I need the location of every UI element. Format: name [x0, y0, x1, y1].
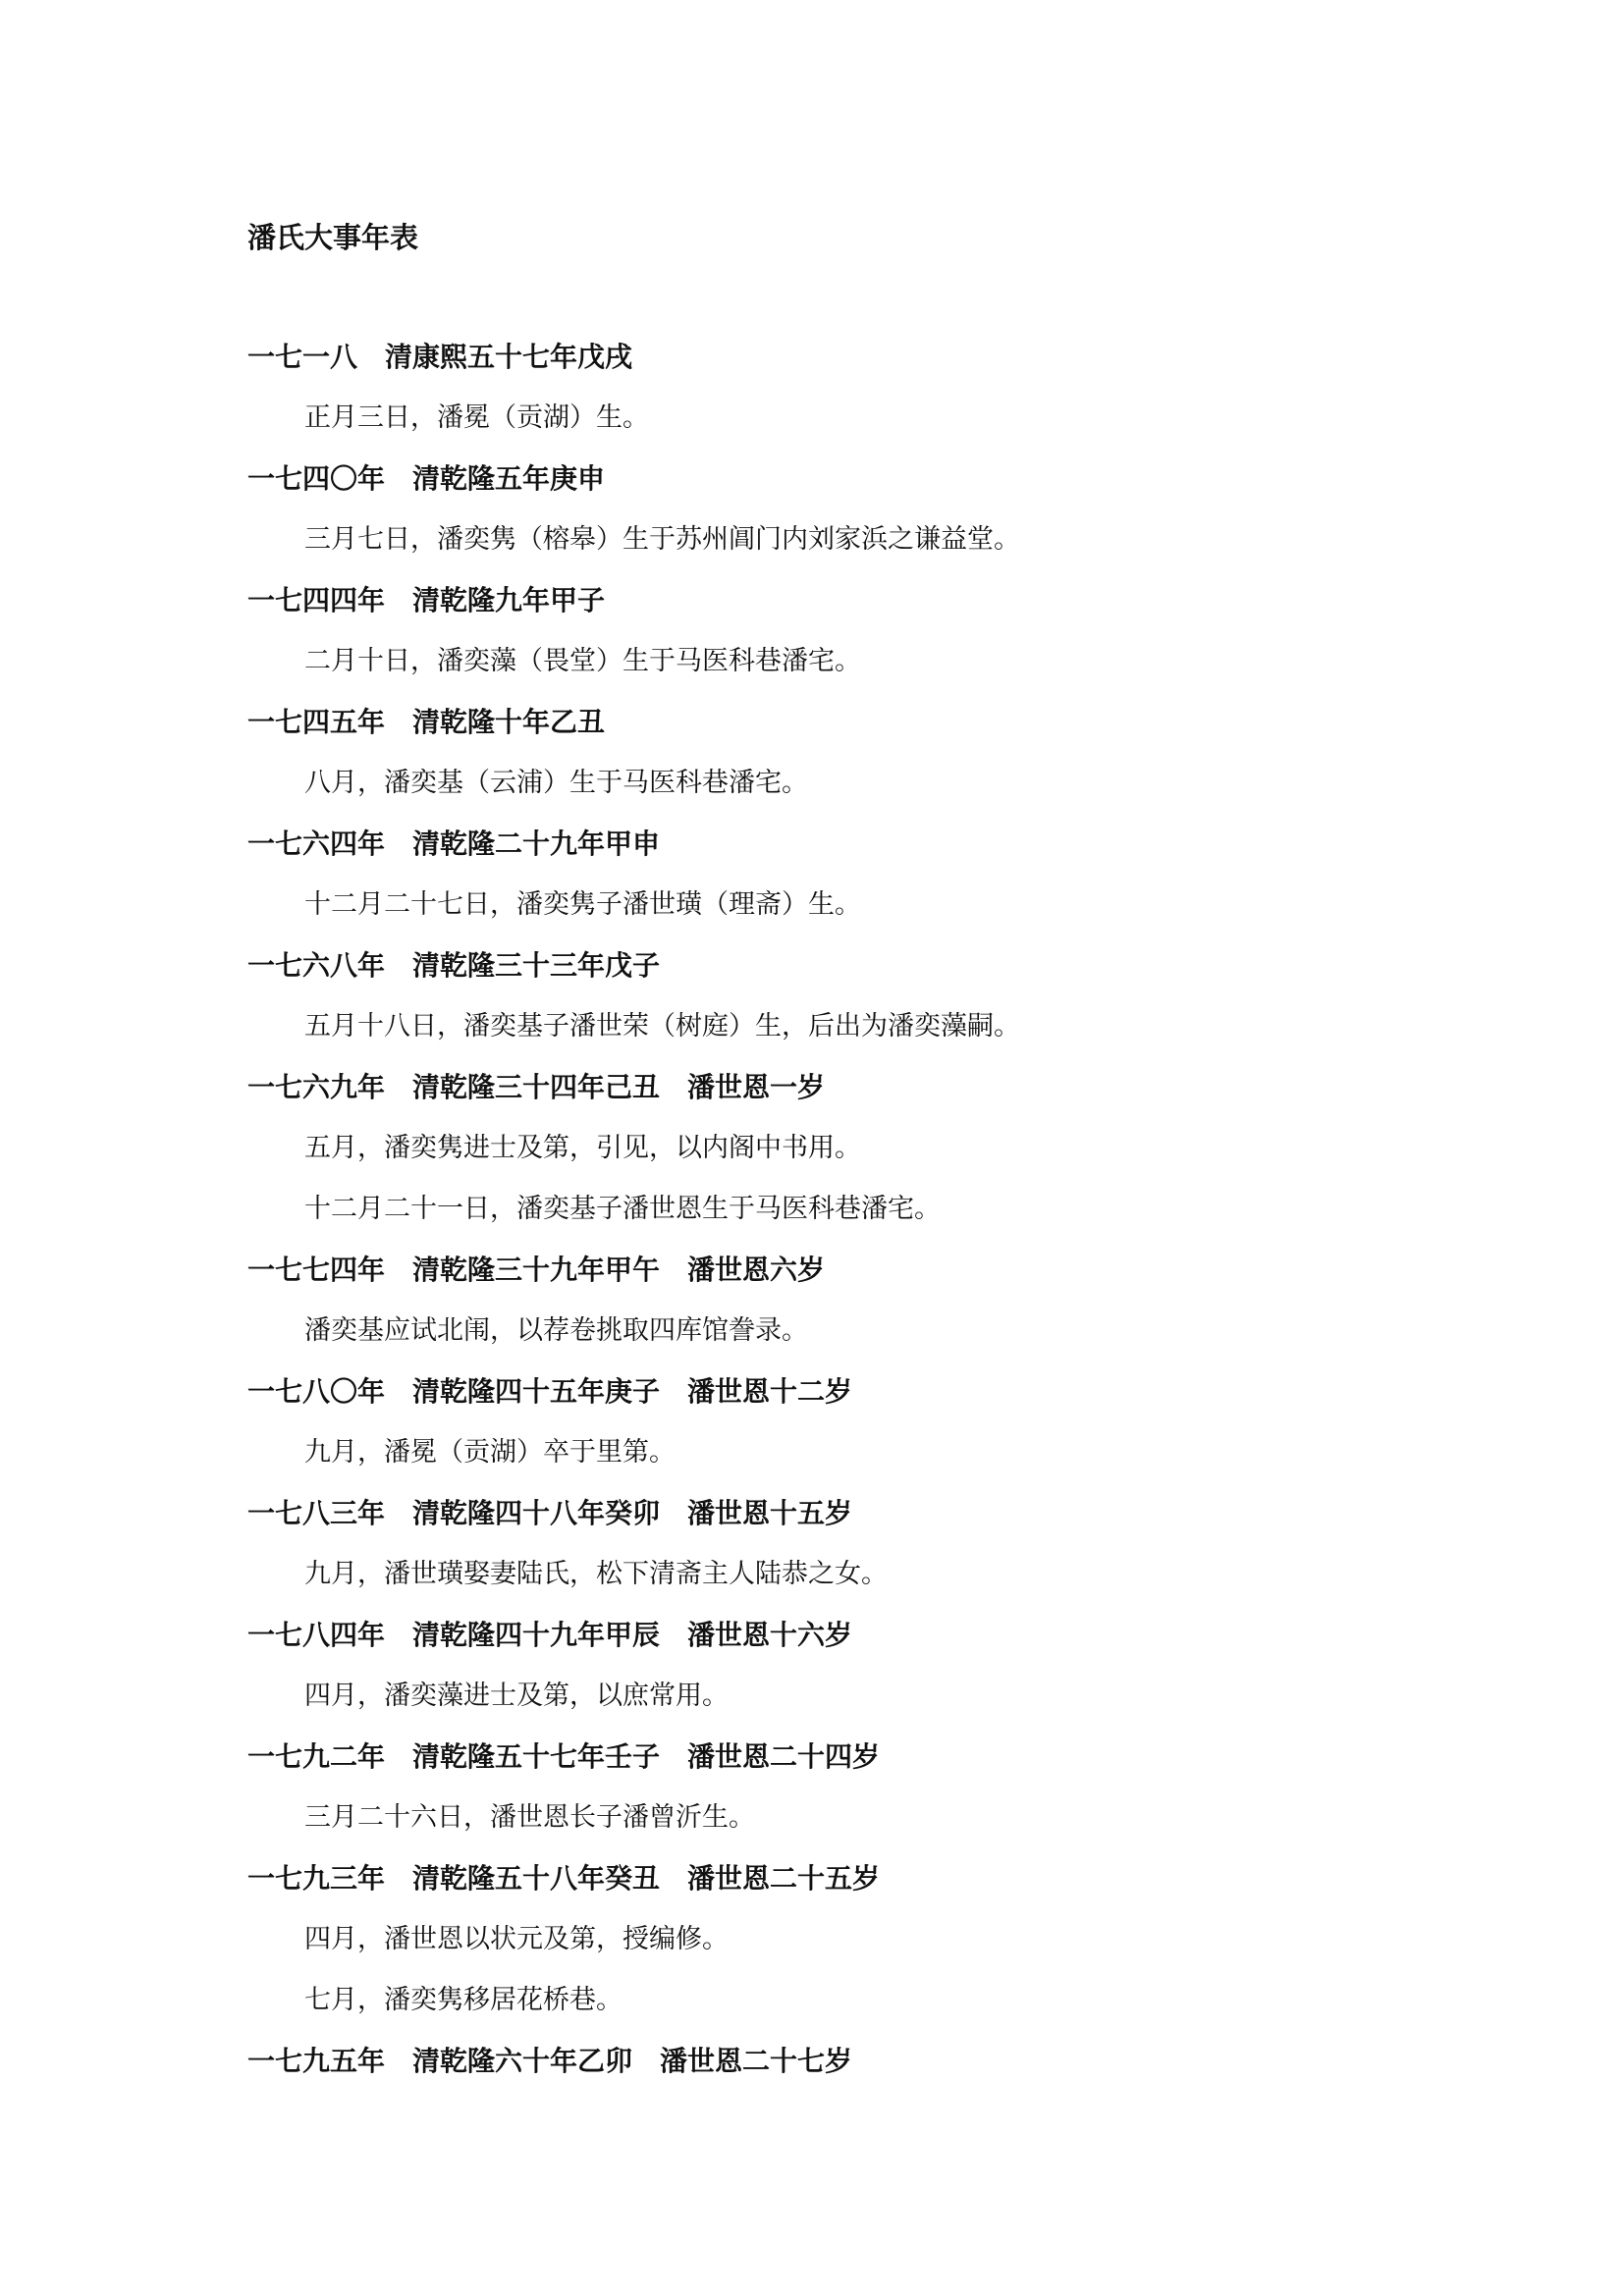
- event-text: 五月十八日，潘奕基子潘世荣（树庭）生，后出为潘奕藻嗣。: [304, 1011, 1020, 1041]
- year-heading: 一七六八年 清乾隆三十三年戊子: [247, 949, 661, 982]
- event-text: 九月，潘冕（贡湖）卒于里第。: [304, 1437, 676, 1468]
- event-text: 三月七日，潘奕隽（榕皋）生于苏州阊门内刘家浜之谦益堂。: [304, 524, 1020, 555]
- year-heading: 一七四四年 清乾隆九年甲子: [247, 584, 606, 616]
- year-heading: 一七六四年 清乾隆二十九年甲申: [247, 828, 661, 860]
- year-heading: 一七八〇年 清乾隆四十五年庚子 潘世恩十二岁: [247, 1375, 853, 1408]
- year-heading: 一七六九年 清乾隆三十四年己丑 潘世恩一岁: [247, 1071, 826, 1103]
- year-heading: 一七四〇年 清乾隆五年庚申: [247, 462, 606, 495]
- document-title: 潘氏大事年表: [247, 221, 419, 254]
- event-text: 十二月二十七日，潘奕隽子潘世璜（理斋）生。: [304, 889, 861, 920]
- event-text: 八月，潘奕基（云浦）生于马医科巷潘宅。: [304, 768, 808, 798]
- event-text: 三月二十六日，潘世恩长子潘曾沂生。: [304, 1802, 755, 1833]
- event-text: 九月，潘世璜娶妻陆氏，松下清斋主人陆恭之女。: [304, 1559, 888, 1589]
- event-text: 七月，潘奕隽移居花桥巷。: [304, 1985, 623, 2015]
- year-heading: 一七九二年 清乾隆五十七年壬子 潘世恩二十四岁: [247, 1740, 881, 1773]
- event-text: 正月三日，潘冕（贡湖）生。: [304, 402, 649, 433]
- chronology-list: [247, 336, 1426, 2101]
- event-text: 二月十日，潘奕藻（畏堂）生于马医科巷潘宅。: [304, 646, 861, 676]
- year-heading: 一七一八 清康熙五十七年戊戌: [247, 341, 633, 373]
- year-heading: 一七八三年 清乾隆四十八年癸卯 潘世恩十五岁: [247, 1497, 853, 1529]
- year-heading: 一七七四年 清乾隆三十九年甲午 潘世恩六岁: [247, 1254, 826, 1286]
- event-text: 四月，潘奕藻进士及第，以庶常用。: [304, 1681, 729, 1711]
- year-heading: 一七八四年 清乾隆四十九年甲辰 潘世恩十六岁: [247, 1619, 853, 1651]
- event-text: 五月，潘奕隽进士及第，引见，以内阁中书用。: [304, 1133, 861, 1163]
- year-heading: 一七九三年 清乾隆五十八年癸丑 潘世恩二十五岁: [247, 1862, 881, 1895]
- year-heading: 一七九五年 清乾隆六十年乙卯 潘世恩二十七岁: [247, 2045, 853, 2077]
- event-text: 十二月二十一日，潘奕基子潘世恩生于马医科巷潘宅。: [304, 1194, 941, 1224]
- year-heading: 一七四五年 清乾隆十年乙丑: [247, 706, 606, 738]
- event-text: 潘奕基应试北闱，以荐卷挑取四库馆誊录。: [304, 1315, 808, 1346]
- event-text: 四月，潘世恩以状元及第，授编修。: [304, 1924, 729, 1954]
